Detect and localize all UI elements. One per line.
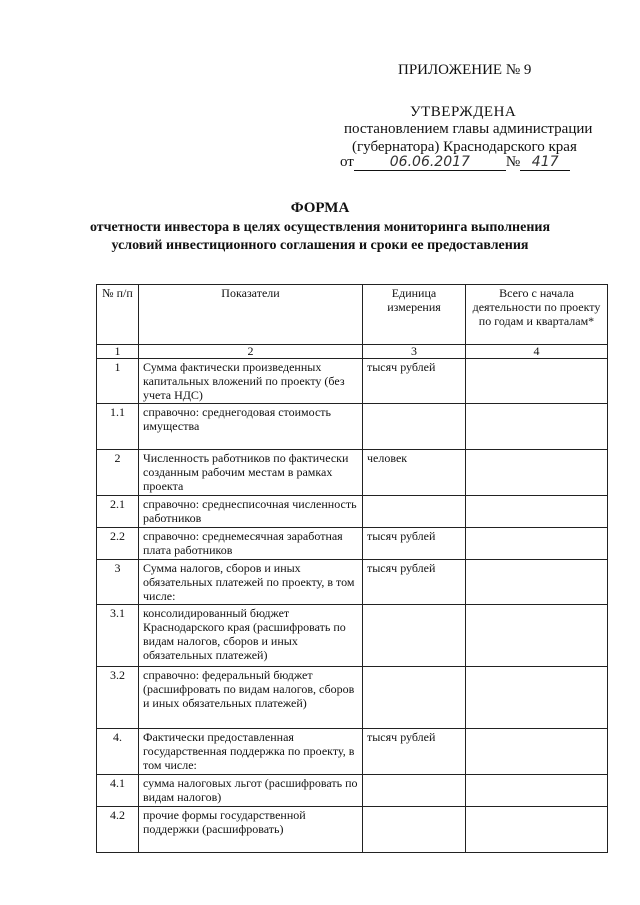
- row-indicator: Сумма фактически произведенных капитальных вложений по проекту (без учета НДС): [139, 359, 363, 404]
- row-indicator: Численность работников по фактически созданным рабочим местам в рамках проекта: [139, 450, 363, 496]
- row-number: 2.1: [97, 496, 139, 528]
- row-total: [466, 496, 608, 528]
- form-subtitle-line-1: отчетности инвестора в целях осуществления мониторинга выполнения: [89, 220, 551, 235]
- number-label: №: [505, 154, 521, 170]
- table-row: [97, 729, 608, 775]
- table-row: [97, 404, 608, 450]
- row-number: 4.2: [97, 807, 139, 853]
- table-row: [97, 667, 608, 729]
- row-indicator: справочно: федеральный бюджет (расшифровать по видам налогов, сборов и иных обязательных платежей): [139, 667, 363, 729]
- row-unit: [363, 807, 466, 853]
- row-total: [466, 807, 608, 853]
- row-indicator: сумма налоговых льгот (расшифровать по видам налогов): [139, 775, 363, 807]
- row-number: 2: [97, 450, 139, 496]
- row-number: 1.1: [97, 404, 139, 450]
- column-index: 3: [363, 345, 466, 359]
- table-row: [97, 605, 608, 667]
- table-row: [97, 359, 608, 404]
- row-total: [466, 729, 608, 775]
- table-row: [97, 496, 608, 528]
- column-index-row: [97, 345, 608, 359]
- row-number: 4.1: [97, 775, 139, 807]
- row-unit: [363, 404, 466, 450]
- row-total: [466, 775, 608, 807]
- decree-date: 06.06.2017: [354, 154, 506, 171]
- row-number: 3.2: [97, 667, 139, 729]
- row-total: [466, 404, 608, 450]
- decree-date-line: [340, 154, 570, 171]
- table-row: [97, 560, 608, 605]
- decree-number: 417: [520, 154, 570, 171]
- row-number: 4.: [97, 729, 139, 775]
- row-number: 3.1: [97, 605, 139, 667]
- row-unit: тысяч рублей: [363, 359, 466, 404]
- row-number: 1: [97, 359, 139, 404]
- row-unit: тысяч рублей: [363, 528, 466, 560]
- approved-label: УТВЕРЖДЕНА: [410, 104, 517, 120]
- table-row: [97, 775, 608, 807]
- header-total: Всего с начала деятельности по проекту по годам и кварталам*: [466, 285, 608, 345]
- decree-line-2: (губернатора) Краснодарского края: [352, 139, 577, 155]
- row-unit: [363, 605, 466, 667]
- row-unit: тысяч рублей: [363, 729, 466, 775]
- row-number: 2.2: [97, 528, 139, 560]
- row-indicator: прочие формы государственной поддержки (расшифровать): [139, 807, 363, 853]
- row-total: [466, 667, 608, 729]
- row-unit: [363, 775, 466, 807]
- row-indicator: консолидированный бюджет Краснодарского края (расшифровать по видам налогов, сборов и иных обязательных платежей): [139, 605, 363, 667]
- row-unit: тысяч рублей: [363, 560, 466, 605]
- row-indicator: справочно: среднемесячная заработная плата работников: [139, 528, 363, 560]
- header-number: № п/п: [97, 285, 139, 345]
- row-total: [466, 528, 608, 560]
- column-index: 1: [97, 345, 139, 359]
- row-total: [466, 605, 608, 667]
- row-total: [466, 560, 608, 605]
- row-total: [466, 359, 608, 404]
- table-row: [97, 807, 608, 853]
- row-unit: человек: [363, 450, 466, 496]
- form-title: ФОРМА: [290, 200, 350, 216]
- decree-line-1: постановлением главы администрации: [344, 121, 593, 137]
- table-row: [97, 528, 608, 560]
- header-indicator: Показатели: [139, 285, 363, 345]
- row-unit: [363, 496, 466, 528]
- row-indicator: справочно: среднегодовая стоимость имущества: [139, 404, 363, 450]
- form-subtitle-line-2: условий инвестиционного соглашения и сроки ее предоставления: [111, 238, 529, 253]
- appendix-label: ПРИЛОЖЕНИЕ № 9: [398, 62, 532, 78]
- row-number: 3: [97, 560, 139, 605]
- row-unit: [363, 667, 466, 729]
- from-label: от: [340, 154, 354, 170]
- table-row: [97, 450, 608, 496]
- header-unit: Единица измерения: [363, 285, 466, 345]
- column-index: 4: [466, 345, 608, 359]
- row-indicator: Фактически предоставленная государственная поддержка по проекту, в том числе:: [139, 729, 363, 775]
- table-header-row: [97, 285, 608, 345]
- row-total: [466, 450, 608, 496]
- row-indicator: справочно: среднесписочная численность работников: [139, 496, 363, 528]
- row-indicator: Сумма налогов, сборов и иных обязательных платежей по проекту, в том числе:: [139, 560, 363, 605]
- report-table: [96, 284, 608, 853]
- column-index: 2: [139, 345, 363, 359]
